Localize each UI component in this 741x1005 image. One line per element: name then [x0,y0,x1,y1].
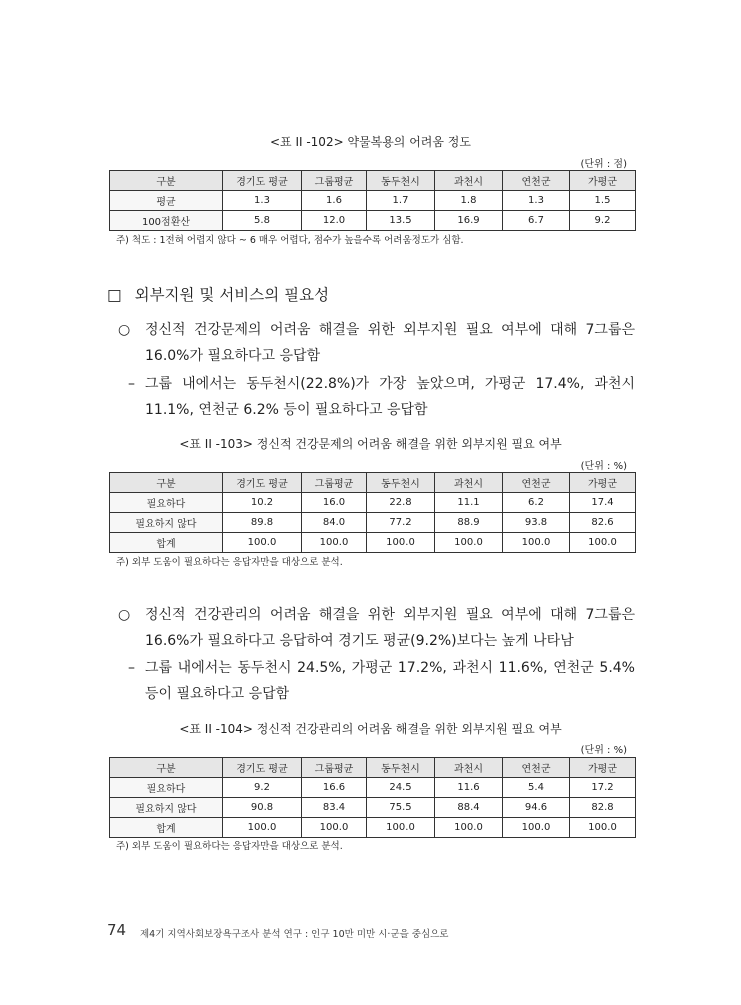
table-cell: 100.0 [367,818,435,838]
table-cell: 100.0 [503,533,570,553]
header-cell: 그룹평균 [302,171,367,191]
table-row [110,798,636,818]
header-cell: 연천군 [503,473,570,493]
table-cell: 13.5 [367,211,435,231]
header-cell: 가평군 [570,473,636,493]
table-cell: 88.9 [435,513,503,533]
row-label: 평균 [110,191,223,211]
table-cell: 6.7 [503,211,570,231]
table-cell: 1.8 [435,191,503,211]
table-cell: 16.0 [302,493,367,513]
table-cell: 16.9 [435,211,503,231]
table-row [110,533,636,553]
table-cell: 6.2 [503,493,570,513]
table-cell: 12.0 [302,211,367,231]
header-cell: 구분 [110,473,223,493]
table-cell: 100.0 [302,533,367,553]
running-footer: 제4기 지역사회보장욕구조사 분석 연구 : 인구 10만 미만 시·군을 중심으로 [140,929,449,940]
header-cell: 경기도 평균 [223,473,302,493]
row-label: 필요하지 않다 [110,513,223,533]
table-103 [109,472,636,553]
paragraph-2-sub: 그룹 내에서는 동두천시 24.5%, 가평군 17.2%, 과천시 11.6%, 연천군 5.4% 등이 필요하다고 응답함 [145,660,635,702]
paragraph-1-text: 정신적 건강문제의 어려움 해결을 위한 외부지원 필요 여부에 대해 7그룹은 16.0%가 필요하다고 응답함 [145,322,635,364]
row-label: 필요하다 [110,493,223,513]
dash-icon: – [128,660,135,676]
paragraph-1-sub: 그룹 내에서는 동두천시(22.8%)가 가장 높았으며, 가평군 17.4%, 과천시 11.1%, 연천군 6.2% 등이 필요하다고 응답함 [145,376,635,418]
table-cell: 100.0 [367,533,435,553]
table-cell: 75.5 [367,798,435,818]
table-cell: 100.0 [570,533,636,553]
table-header-row [110,473,636,493]
row-label: 필요하다 [110,778,223,798]
table-row [110,513,636,533]
table-row [110,211,636,231]
bullet-circle-icon: ○ [118,607,131,623]
table-cell: 1.7 [367,191,435,211]
row-label: 합계 [110,533,223,553]
header-cell: 과천시 [435,758,503,778]
section-heading [107,283,329,305]
table-cell: 24.5 [367,778,435,798]
table-103-note: 주) 외부 도움이 필요하다는 응답자만을 대상으로 분석. [116,557,343,568]
page-number: 74 [107,921,127,939]
table-cell: 100.0 [223,818,302,838]
table-cell: 90.8 [223,798,302,818]
header-cell: 구분 [110,758,223,778]
table-cell: 17.2 [570,778,636,798]
table-cell: 1.6 [302,191,367,211]
row-label: 필요하지 않다 [110,798,223,818]
table-cell: 100.0 [435,533,503,553]
header-cell: 경기도 평균 [223,758,302,778]
table-cell: 77.2 [367,513,435,533]
table-cell: 100.0 [503,818,570,838]
table-cell: 83.4 [302,798,367,818]
table-104-caption: <표 II -104> 정신적 건강관리의 어려움 해결을 위한 외부지원 필요 여부 [179,722,562,736]
table-104-note: 주) 외부 도움이 필요하다는 응답자만을 대상으로 분석. [116,841,343,852]
table-cell: 100.0 [223,533,302,553]
table-cell: 17.4 [570,493,636,513]
dash-icon: – [128,376,135,392]
table-row [110,778,636,798]
header-cell: 경기도 평균 [223,171,302,191]
header-cell: 동두천시 [367,758,435,778]
header-cell: 연천군 [503,758,570,778]
table-header-row [110,758,636,778]
table-104-unit: (단위 : %) [580,745,627,756]
table-cell: 100.0 [435,818,503,838]
table-103-caption: <표 II -103> 정신적 건강문제의 어려움 해결을 위한 외부지원 필요 여부 [179,437,562,451]
table-cell: 16.6 [302,778,367,798]
bullet-circle-icon: ○ [118,322,131,338]
table-103-unit: (단위 : %) [580,461,627,472]
table-104 [109,757,636,838]
header-cell: 연천군 [503,171,570,191]
table-cell: 10.2 [223,493,302,513]
table-cell: 5.8 [223,211,302,231]
table-cell: 9.2 [570,211,636,231]
header-cell: 그룹평균 [302,758,367,778]
header-cell: 가평군 [570,758,636,778]
table-cell: 1.3 [223,191,302,211]
header-cell: 가평군 [570,171,636,191]
table-cell: 9.2 [223,778,302,798]
checkbox-square-icon: □ [107,286,122,304]
section-title: 외부지원 및 서비스의 필요성 [134,286,330,304]
table-cell: 11.1 [435,493,503,513]
table-cell: 22.8 [367,493,435,513]
row-label: 합계 [110,818,223,838]
table-cell: 82.8 [570,798,636,818]
table-row [110,493,636,513]
header-cell: 동두천시 [367,171,435,191]
table-cell: 100.0 [302,818,367,838]
table-102 [109,170,636,231]
table-cell: 82.6 [570,513,636,533]
table-cell: 5.4 [503,778,570,798]
table-cell: 1.5 [570,191,636,211]
table-row [110,191,636,211]
header-cell: 과천시 [435,473,503,493]
table-row [110,818,636,838]
row-label: 100점환산 [110,211,223,231]
header-cell: 그룹평균 [302,473,367,493]
table-102-note: 주) 척도 : 1전혀 어렵지 않다 ~ 6 매우 어렵다, 점수가 높을수록 어려움정도가 심함. [116,235,464,246]
header-cell: 구분 [110,171,223,191]
table-cell: 94.6 [503,798,570,818]
table-cell: 11.6 [435,778,503,798]
header-cell: 동두천시 [367,473,435,493]
table-cell: 100.0 [570,818,636,838]
table-cell: 89.8 [223,513,302,533]
table-102-caption: <표 II -102> 약물복용의 어려움 정도 [269,135,471,149]
table-cell: 93.8 [503,513,570,533]
table-102-unit: (단위 : 점) [580,159,627,170]
paragraph-2-text: 정신적 건강관리의 어려움 해결을 위한 외부지원 필요 여부에 대해 7그룹은 16.6%가 필요하다고 응답하여 경기도 평균(9.2%)보다는 높게 나타남 [145,607,635,649]
table-cell: 84.0 [302,513,367,533]
table-header-row [110,171,636,191]
table-cell: 1.3 [503,191,570,211]
table-cell: 88.4 [435,798,503,818]
header-cell: 과천시 [435,171,503,191]
